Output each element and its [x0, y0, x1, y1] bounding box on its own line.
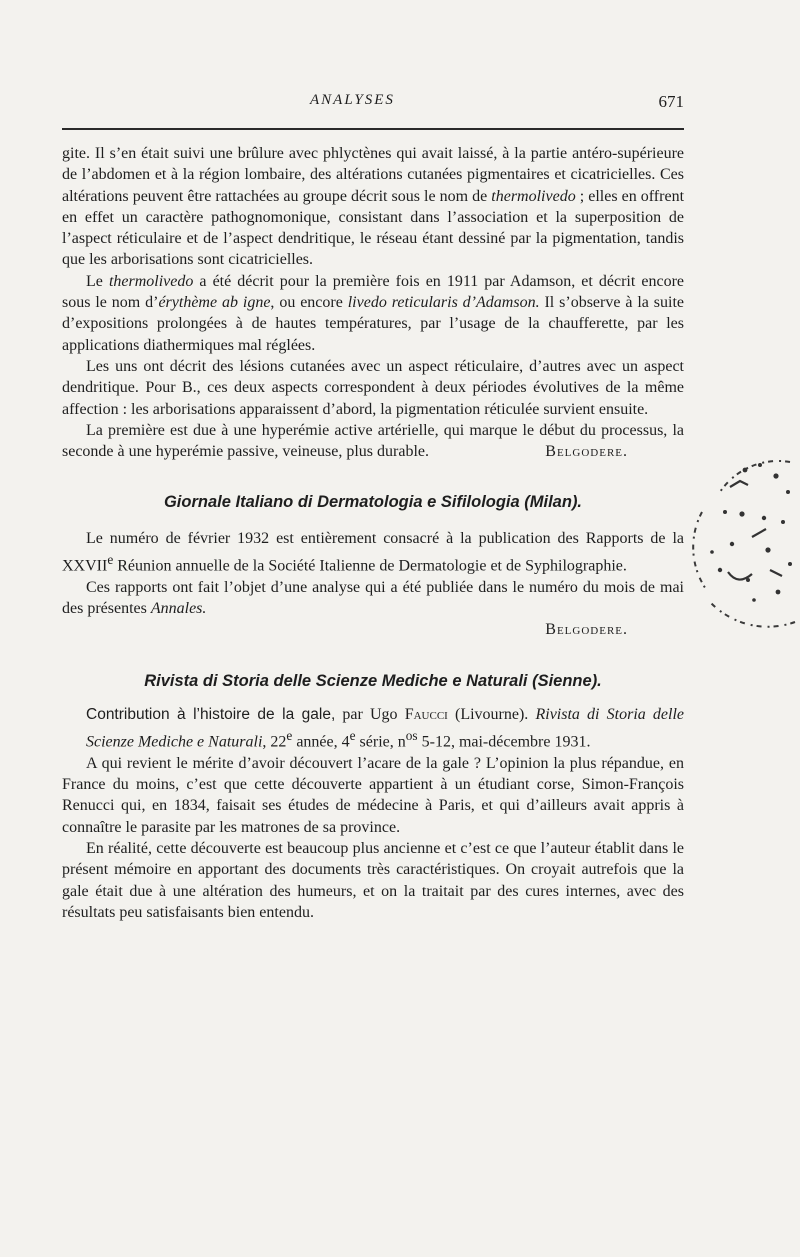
paragraph: La première est due à une hyperémie active artérielle, qui marque le début du processus, la seconde à une hyperémie passive, veineuse, plus durable.	[62, 421, 684, 461]
paragraph: Les uns ont décrit des lésions cutanées avec un aspect réticulaire, d’autres avec un aspect dendritique. Pour B., ces deux aspects correspondent à deux périodes évolutives de la même affection : les arborisations apparaissent d’abord, la pigmentation réticulée survient ensuite.	[62, 357, 684, 418]
running-title: ANALYSES	[310, 92, 395, 108]
term: livedo reticularis d’Adamson.	[347, 294, 540, 312]
term: Annales.	[150, 599, 207, 617]
page-number: 671	[658, 92, 684, 111]
journal-heading: Giornale Italiano di Dermatologia e Sifilologia (Milan).	[163, 493, 583, 512]
header-rule	[62, 128, 684, 130]
journal-name: Rivista di Storia delle Scienze Mediche e Naturali	[86, 705, 685, 751]
library-stamp	[690, 452, 800, 632]
paragraph: Ces rapports ont fait l’objet d’une analyse qui a été publiée dans le numéro du mois de mai des présentes Annales.	[62, 578, 684, 617]
article-reference: Contribution à l’histoire de la gale, par Ugo Faucci (Livourne). Rivista di Storia delle Scienze Mediche e Naturali, 22e année, 4e série, $n^{os}$ 5-12, mai-décembre 1931.	[86, 705, 685, 751]
signature: Belgodere.	[545, 621, 628, 639]
page-content	[62, 143, 684, 923]
paragraph: Le numéro de février 1932 est entièrement consacré à la publication des Rapports de la XXVIIe Réunion annuelle de la Société Italienne de Dermatologie et de Syphilographie.	[62, 529, 684, 575]
running-head	[62, 92, 684, 116]
term: thermolivedo	[491, 187, 576, 205]
paragraph: gite. Il s’en était suivi une brûlure avec phlyctènes qui avait laissé, à la partie antéro-supérieure de l’abdomen et à la région lombaire, des altérations cutanées pigmentaires et cicatricielles. Ces altérations peuvent être rattachées au groupe décrit sous le nom de thermolivedo ; elles en offrent en effet un caractère pathognomonique, consistant dans l’association et la superposition de l’aspect réticulaire et de l’aspect dendritique, le réseau étant dessiné par la pigmentation, tandis que les arborisations sont cicatricielles.	[62, 145, 685, 269]
journal-heading: Rivista di Storia delle Scienze Mediche e Naturali (Sienne).	[144, 671, 602, 690]
author-name: Faucci	[404, 705, 448, 723]
paragraph: A qui revient le mérite d’avoir découvert l’acare de la gale ? L’opinion la plus répandue, en France du moins, c’est que cette découverte appartient à un étudiant corse, Simon-François Renucci qui, en 1834, faisait ses études de médecine à Paris, et qui d’ailleurs avait appris à connaître le parasite par les matrones de sa province.	[62, 754, 684, 836]
term: thermolivedo	[108, 272, 194, 290]
paragraph: En réalité, cette découverte est beaucoup plus ancienne et c’est ce que l’auteur établit dans le présent mémoire en apportant des documents très caractéristiques. On croyait autrefois que la gale était due à une altération des humeurs, et on la traitait par des cures internes, avec des résultats peu satisfaisants bien entendu.	[62, 839, 684, 921]
signature: Belgodere.	[545, 443, 628, 461]
article-title: Contribution à l’histoire de la gale,	[86, 705, 336, 723]
term: érythème ab igne	[158, 294, 271, 312]
paragraph: Le thermolivedo a été décrit pour la première fois en 1911 par Adamson, et décrit encore sous le nom d’érythème ab igne, ou encore livedo reticularis d’Adamson. Il s’observe à la suite d’expositions prolongées à de hautes températures, par l’usage de la chaufferette, par les applications diathermiques mal réglées.	[62, 272, 685, 354]
